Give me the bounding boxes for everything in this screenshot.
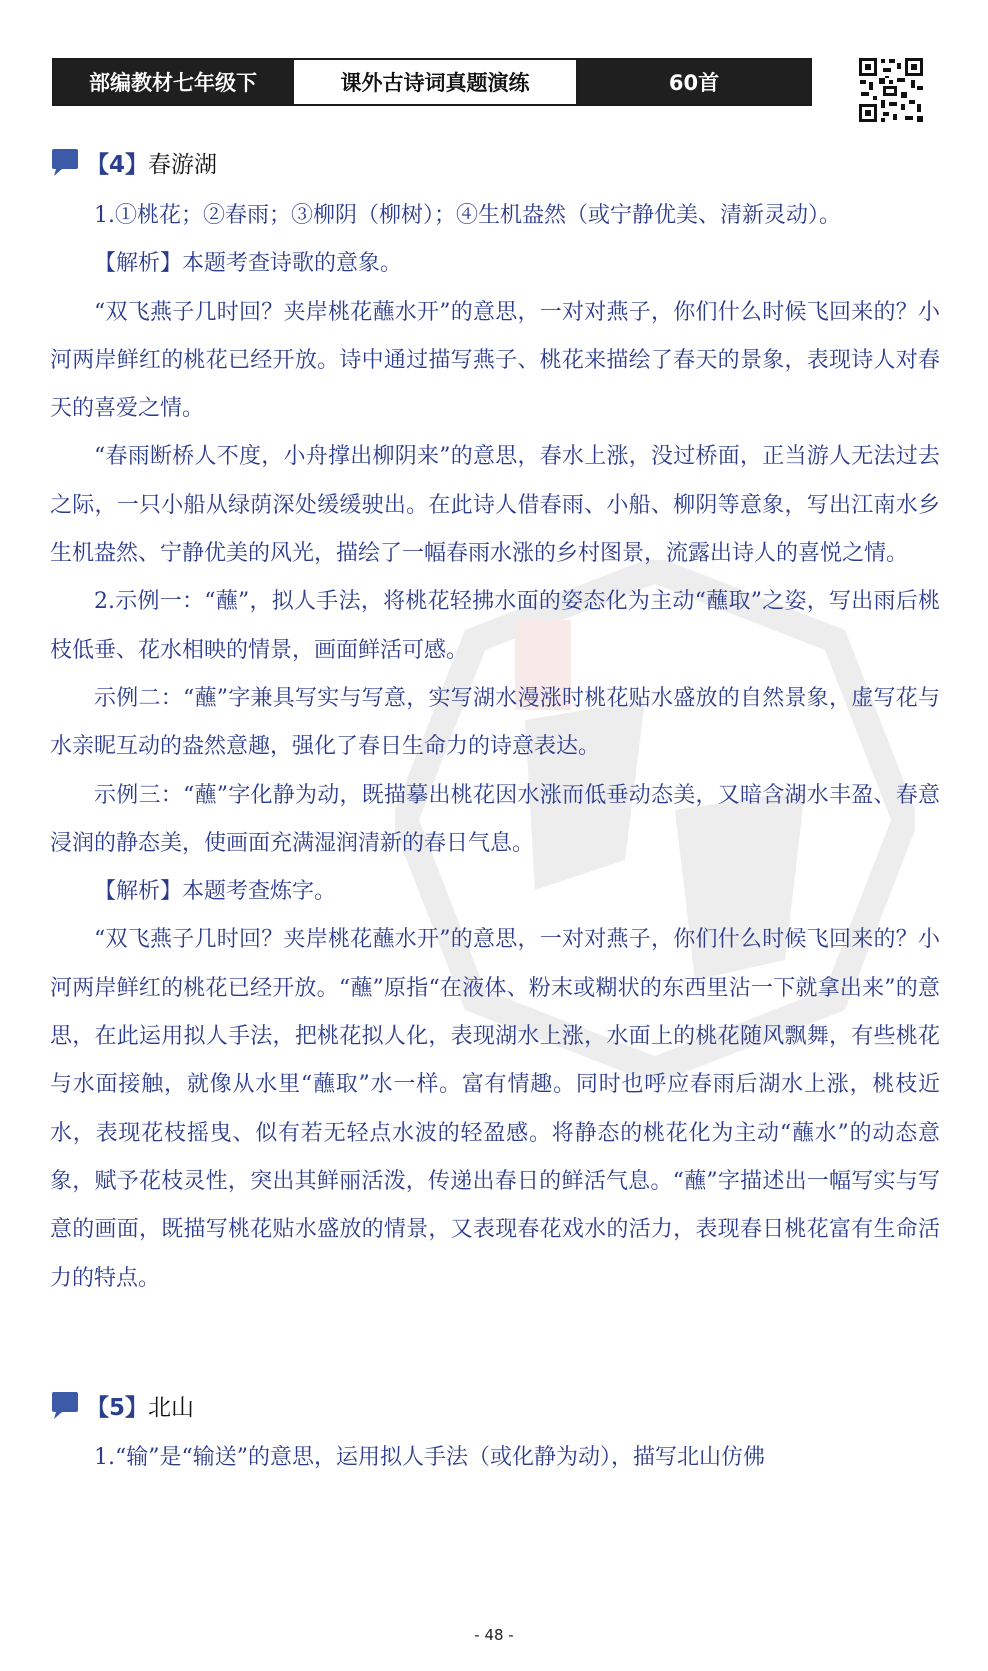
- paragraph: “双飞燕子几时回？夹岸桃花蘸水开”的意思，一对对燕子，你们什么时候飞回来的？小河两岸鲜红的桃花已经开放。“蘸”原指“在液体、粉末或糊状的东西里沾一下就拿出来”的意思，在此运用拟人手法，把桃花拟人化，表现湖水上涨，水面上的桃花随风飘舞，有些桃花与水面接触，就像从水里“蘸取”水一样。富有情趣。同时也呼应春雨后湖水上涨，桃枝近水，表现花枝摇曳、似有若无轻点水波的轻盈感。将静态的桃花化为主动“蘸水”的动态意象，赋予花枝灵性，突出其鲜丽活泼，传递出春日的鲜活气息。“蘸”字描述出一幅写实与写意的画面，既描写桃花贴水盛放的情景，又表现春花戏水的活力，表现春日桃花富有生命活力的特点。: [50, 927, 940, 1291]
- header-title: 课外古诗词真题演练: [292, 60, 578, 104]
- section-title: 春游湖: [148, 152, 218, 178]
- paragraph: 示例三：“蘸”字化静为动，既描摹出桃花因水涨而低垂动态美，又暗含湖水丰盈、春意浸润的静态美，使画面充满湿润清新的春日气息。: [50, 782, 940, 856]
- paragraph: 1.“输”是“输送”的意思，运用拟人手法（或化静为动），描写北山仿佛: [94, 1445, 765, 1470]
- qr-code-icon: [857, 56, 925, 124]
- section-heading-5: [50, 1389, 194, 1422]
- section-number: 【5】: [86, 1395, 149, 1421]
- page-number: - 48 -: [474, 1626, 514, 1644]
- section-number: 【4】: [86, 152, 149, 178]
- speech-bubble-icon: [50, 148, 80, 178]
- header-count: 60首: [578, 60, 810, 104]
- paragraph: “双飞燕子几时回？夹岸桃花蘸水开”的意思，一对对燕子，你们什么时候飞回来的？小河两岸鲜红的桃花已经开放。诗中通过描写燕子、桃花来描绘了春天的景象，表现诗人对春天的喜爱之情。: [50, 299, 940, 422]
- paragraph: “春雨断桥人不度，小舟撑出柳阴来”的意思，春水上涨，没过桥面，正当游人无法过去之际，一只小船从绿荫深处缓缓驶出。在此诗人借春雨、小船、柳阴等意象，写出江南水乡生机盎然、宁静优美的风光，描绘了一幅春雨水涨的乡村图景，流露出诗人的喜悦之情。: [50, 444, 940, 567]
- header-bar: [52, 58, 812, 106]
- paragraph: 1.①桃花；②春雨；③柳阴（柳树）；④生机盎然（或宁静优美、清新灵动）。: [94, 203, 841, 228]
- section-4-body: [50, 192, 940, 1303]
- speech-bubble-icon: [50, 1391, 80, 1421]
- section-heading-4: [50, 146, 217, 179]
- section-title: 北山: [148, 1395, 195, 1421]
- paragraph: 【解析】本题考查炼字。: [94, 879, 337, 905]
- section-5-body: [50, 1434, 940, 1482]
- paragraph: 示例二：“蘸”字兼具写实与写意，实写湖水漫涨时桃花贴水盛放的自然景象，虚写花与水亲昵互动的盎然意趣，强化了春日生命力的诗意表达。: [50, 685, 940, 760]
- paragraph: 【解析】本题考查诗歌的意象。: [94, 251, 403, 277]
- paragraph: 2.示例一：“蘸”，拟人手法，将桃花轻拂水面的姿态化为主动“蘸取”之姿，写出雨后桃枝低垂、花水相映的情景，画面鲜活可感。: [50, 589, 940, 663]
- header-grade-label: 部编教材七年级下: [54, 60, 292, 104]
